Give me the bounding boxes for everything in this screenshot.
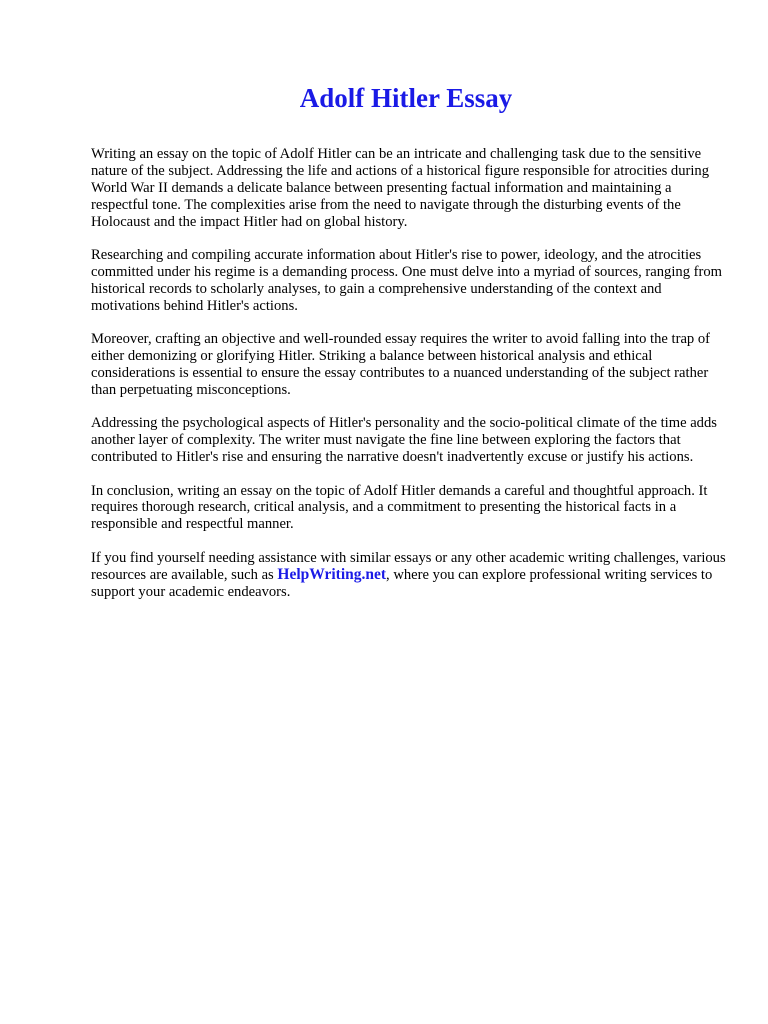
paragraph-psychology: Addressing the psychological aspects of Hitler's personality and the socio-political climate of the time adds another layer of complexity. The writer must navigate the fine line between exploring the factors that contributed to Hitler's rise and ensuring the narrative doesn't inadvertently excuse or justify his actions. xyxy=(91,415,717,466)
paragraph-resources xyxy=(91,550,731,601)
paragraph-research: Researching and compiling accurate information about Hitler's rise to power, ideology, and the atrocities committed under his regime is a demanding process. One must delve into a myriad of sources, ranging from historical records to scholarly analyses, to gain a comprehensive understanding of the context and motivations behind Hitler's actions. xyxy=(91,247,723,314)
resources-text-before-link: If you find yourself needing assistance with similar essays or any other academic writing challenges, various resources are available, such as xyxy=(91,549,726,583)
document-body xyxy=(91,146,731,617)
document-title: Adolf Hitler Essay xyxy=(299,83,513,113)
resources-text-after-link: , where you can explore professional writing services to support your academic endeavors. xyxy=(91,566,713,600)
helpwriting-link[interactable]: HelpWriting.net xyxy=(277,565,387,583)
paragraph-intro: Writing an essay on the topic of Adolf Hitler can be an intricate and challenging task due to the sensitive nature of the subject. Addressing the life and actions of a historical figure responsible for atrocities during World War II demands a delicate balance between presenting factual information and maintaining a respectful tone. The complexities arise from the need to navigate through the disturbing events of the Holocaust and the impact Hitler had on global history. xyxy=(91,146,710,230)
paragraph-conclusion: In conclusion, writing an essay on the topic of Adolf Hitler demands a careful and thoughtful approach. It requires thorough research, critical analysis, and a commitment to presenting the historical facts in a responsible and respectful manner. xyxy=(91,482,708,533)
paragraph-objectivity: Moreover, crafting an objective and well-rounded essay requires the writer to avoid falling into the trap of either demonizing or glorifying Hitler. Striking a balance between historical analysis and ethical considerations is essential to ensure the essay contributes to a nuanced understanding of the subject rather than perpetuating misconceptions. xyxy=(91,331,711,398)
